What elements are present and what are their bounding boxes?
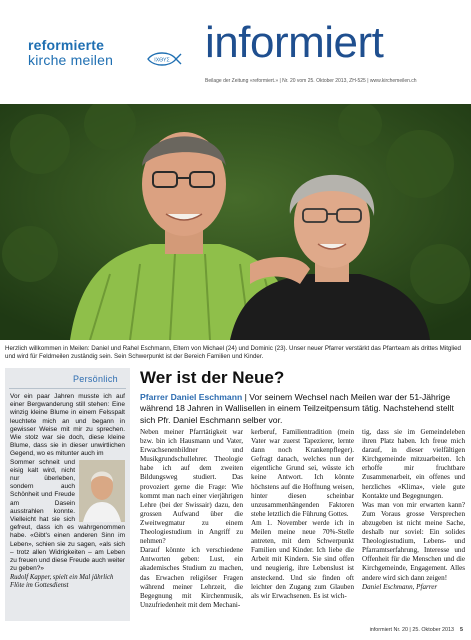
page-number: 5 bbox=[460, 627, 463, 633]
article-column-3 bbox=[362, 428, 465, 610]
church-logo[interactable] bbox=[28, 37, 170, 68]
article-signature: Daniel Eschmann, Pfarrer bbox=[362, 582, 438, 591]
sidebar-text-after: Sommer schneit und eisig kalt wird, nicht nur überleben, sondern auch Schönheit und Freude am Dasein ausstrahlen konnte. Vielleicht hat sie sich gefreut, dass ich es wahrgenommen habe. «Gibt's einen anderen Sinn im Leben», schien sie zu sagen, «als sich – trotz allen Widrigkeiten – am Leben zu freuen und diese Freude auch weiter zu geben?» bbox=[10, 458, 125, 573]
footer-issue: informiert Nr. 20 | 25. Oktober 2013 bbox=[369, 627, 454, 633]
sidebar-author: Rudolf Kapper, spielt ein Mal jährlich Flöte im Gottesdienst bbox=[10, 574, 114, 590]
article-title: Wer ist der Neue? bbox=[140, 368, 285, 387]
lead-kicker: Pfarrer Daniel Eschmann bbox=[140, 392, 243, 402]
fish-icon bbox=[146, 50, 182, 68]
logo-line-2: kirche meilen bbox=[28, 52, 114, 68]
logo-fish-text: ΙΧΘΥΣ bbox=[154, 57, 170, 64]
couple-photo bbox=[0, 104, 471, 340]
paper-subtitle: Beilage der Zeitung «reformiert.» | Nr. 20 vom 25. Oktober 2013, ZH-525 | www.kirchemeilen.ch bbox=[205, 78, 417, 84]
article-column-1 bbox=[140, 428, 243, 610]
article-columns bbox=[140, 428, 465, 610]
logo-line-1: reformierte bbox=[28, 37, 105, 53]
column-1-text: Neben meiner Pfarrtätigkeit war bzw. bin ich Hausmann und Vater, Erwachsenenbildner und Musikgrundschullehrer. Theologie habe ich auf dem zweiten Bildungsweg studiert. Das provoziert gerne die Frage: Wie kommt man nach einer vierjährigen Lehre (bei der Swissair) dazu, den grossen Aufwand über die Zweitwegmatur zu einem Theologiestudium in Angriff zu nehmen? Darauf könnte ich verschiedene Antworten geben: Lust, ein akademisches Studium zu machen, das Erwachen religiöser Fragen während meiner Lehrzeit, die Begegnung mit Kirchenmusik, Unzufriedenheit mit dem Mechani- bbox=[140, 428, 243, 609]
sidebar-text-before: Vor ein paar Jahren musste ich auf einer Bergwanderung still stehen: Eine winzig kleine Blume in einem Felsspalt leuchtete mich an und begann in gewisser Weise mit mir zu sprechen. Wie stolz war sie doch, diese kleine Blume, dass sie in dieser unwirtlichen Gegend, wo es mitunter auch im bbox=[10, 393, 125, 458]
sidebar-body bbox=[5, 389, 130, 590]
article-lead bbox=[140, 392, 465, 426]
paper-title: informiert bbox=[205, 18, 384, 67]
sidebar-personal bbox=[5, 368, 130, 621]
sidebar-heading: Persönlich bbox=[9, 368, 126, 389]
lead-text: | Vor seinem Wechsel nach Meilen war der 51-Jährige während 18 Jahren in Wallisellen in einem Teilzeitpensum tätig. Nachstehend stellt sich Pfr. Daniel Eschmann selber vor. bbox=[140, 392, 454, 425]
author-portrait bbox=[79, 460, 125, 522]
photo-caption: Herzlich willkommen in Meilen: Daniel und Rahel Eschmann, Eltern von Michael (24) und Dominic (23). Unser neuer Pfarrer verstärkt das Pfarrteam als drittes Mitglied und wird für Feldmeilen zuständig sein. Sein Schwerpunkt ist der Bereich Familien und Kinder. bbox=[5, 345, 461, 360]
masthead bbox=[0, 0, 471, 104]
article-column-2 bbox=[251, 428, 354, 610]
column-3-text: tig, dass sie im Gemeindeleben ihren Platz haben. Ich freue mich darauf, in dieser vielfältigen Kirchgemeinde mitzuarbeiten. Ich erhoffe mir fruchtbare Zusammenarbeit, ein offenes und herzliches «Klima», viele gute Kontakte und Begegnungen. Was man von mir erwarten kann? Zum Voraus grosse Versprechen abzugeben ist nicht meine Sache, deshalb nur soviel: Ein solides Theologiestudium, Lebens- und Pfarramtserfahrung, Interesse und Offenheit für die Menschen und die Kirchgemeinde, Engagement. Alles andere wird sich dann zeigen! bbox=[362, 428, 465, 582]
article bbox=[140, 368, 465, 426]
page-footer bbox=[370, 627, 463, 634]
column-2-text: kerberuf, Familientradition (mein Vater war zuerst Tapezierer, lernte dann noch Krankenpfleger). Gefragt danach, welches nun der eigentliche Grund sei, wüsste ich keine Antwort. Ich könnte höchstens auf die Hoffnung weisen, hinter diesen scheinbar unzusammenhängenden Faktoren stehe letztlich die Führung Gottes. Am 1. November werde ich in Meilen meine neue 70%-Stelle antreten, mit dem Schwerpunkt Familien und Kinder. Ich liebe die Arbeit mit Kindern. Sie sind offen und neugierig, ihre Lebenslust ist ansteckend. Und sie finden oft leichter den Zugang zum Glauben als wir Erwachsenen. Es ist wich- bbox=[251, 428, 354, 600]
